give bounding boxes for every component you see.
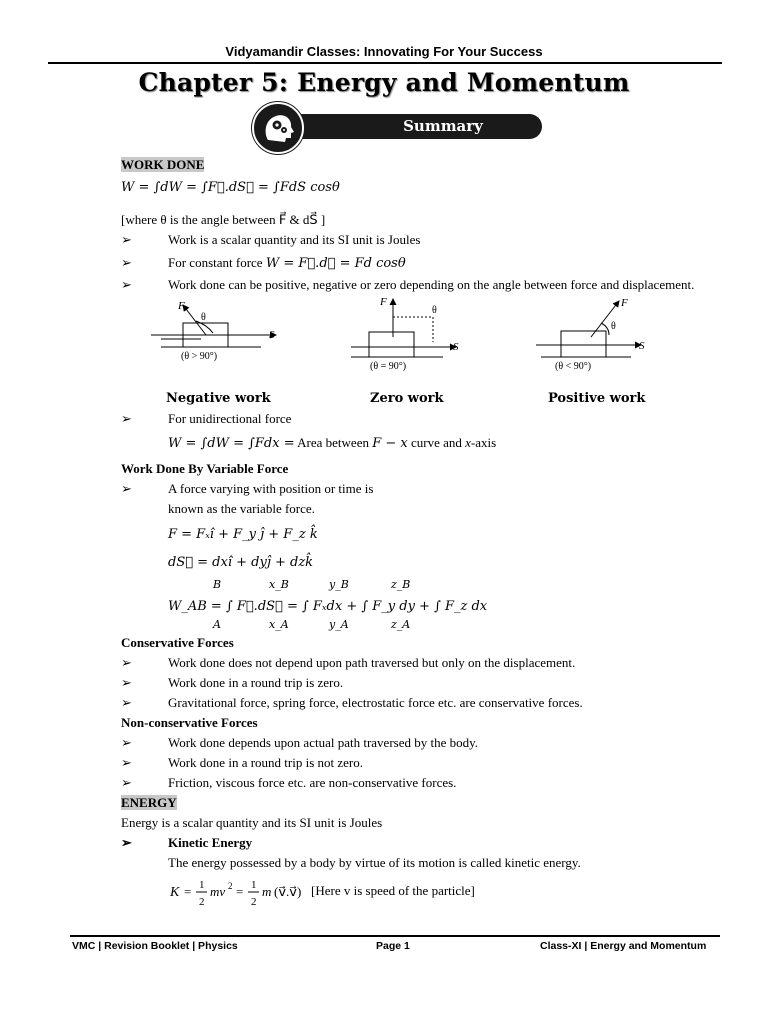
zero-work-caption: Zero work	[370, 391, 444, 406]
footer-left: VMC | Revision Booklet | Physics	[72, 940, 238, 952]
list-item: ➢ For unidirectional force	[121, 409, 701, 429]
list-item: ➢ Work done does not depend upon path traversed but only on the displacement.	[121, 653, 701, 673]
bullet-arrow-icon: ➢	[121, 675, 132, 690]
svg-text:(v⃗.v⃗): (v⃗.v⃗)	[274, 884, 302, 899]
force-label: F	[621, 297, 628, 309]
summary-badge: Summary	[294, 114, 542, 139]
force-label: F	[178, 300, 185, 312]
svg-text:2: 2	[199, 896, 205, 908]
angle-caption: (θ = 90°)	[370, 361, 407, 372]
svg-text:2: 2	[251, 896, 257, 908]
theta-label: θ	[201, 312, 206, 323]
kinetic-energy-definition: The energy possessed by a body by virtue of its motion is called kinetic energy.	[168, 855, 581, 870]
svg-text:1: 1	[199, 879, 205, 891]
svg-text:m: m	[262, 884, 272, 899]
page-header: Vidyamandir Classes: Innovating For Your Success	[225, 44, 543, 59]
list-item: ➢ Work is a scalar quantity and its SI unit is Joules	[121, 230, 701, 250]
work-done-heading: WORK DONE	[121, 157, 205, 172]
footer-right: Class-XI | Energy and Momentum	[540, 940, 707, 952]
constant-force-formula: W = F⃗.d⃗ = Fd cosθ	[265, 256, 406, 271]
footer-page-number: Page 1	[376, 940, 410, 952]
svg-text:1: 1	[251, 879, 257, 891]
svg-text:K: K	[170, 885, 180, 900]
variable-force-line2: known as the variable force.	[168, 501, 315, 516]
energy-heading: ENERGY	[121, 795, 177, 810]
negative-work-caption: Negative work	[166, 391, 271, 406]
negative-work-diagram	[151, 300, 276, 362]
svg-text:mv: mv	[210, 884, 226, 899]
unidirectional-formula-row: W = ∫dW = ∫Fdx = Area between F − x curve and x-axis	[168, 435, 497, 451]
bullet-arrow-icon: ➢	[121, 655, 132, 670]
displacement-label: S	[453, 341, 459, 353]
variable-force-heading: Work Done By Variable Force	[121, 461, 289, 476]
bullet-arrow-icon: ➢	[121, 411, 132, 426]
zero-work-diagram	[351, 297, 459, 372]
footer-divider	[70, 935, 720, 937]
force-vector-formula: F = Fₓî + F_y ĵ + F_z k̂	[168, 527, 318, 542]
bullet-arrow-icon: ➢	[121, 277, 132, 292]
list-item: ➢ Work done depends upon actual path traversed by the body.	[121, 733, 701, 753]
kinetic-energy-heading: Kinetic Energy	[168, 835, 253, 850]
bullet-arrow-icon: ➢	[121, 835, 132, 850]
list-item	[121, 833, 701, 853]
header-divider	[48, 62, 722, 64]
work-done-formula: W = ∫dW = ∫F⃗.dS⃗ = ∫FdS cosθ	[121, 180, 340, 195]
theta-label: θ	[432, 305, 437, 316]
variable-work-formula: W_AB = ∫ F⃗.dS⃗ = ∫ Fₓdx + ∫ F_y dy + ∫ F_z dx B A x_B x_A y_B y_A z_B z_A	[168, 578, 488, 631]
bullet-arrow-icon: ➢	[121, 755, 132, 770]
work-diagrams	[121, 297, 701, 389]
kinetic-energy-note: [Here v is speed of the particle]	[311, 883, 475, 898]
svg-text:=: =	[184, 884, 192, 899]
bullet-arrow-icon: ➢	[121, 695, 132, 710]
positive-work-caption: Positive work	[548, 391, 646, 406]
bullet-arrow-icon: ➢	[121, 735, 132, 750]
svg-text:=: =	[236, 884, 244, 899]
work-figures	[121, 297, 701, 407]
brain-gears-icon	[252, 102, 304, 154]
ke-formula-graphic	[168, 875, 318, 909]
chapter-title: Chapter 5: Energy and Momentum	[138, 68, 630, 97]
list-item: ➢ Work done in a round trip is not zero.	[121, 753, 701, 773]
list-item: ➢ A force varying with position or time is	[121, 479, 701, 499]
bullet-arrow-icon: ➢	[121, 775, 132, 790]
positive-work-diagram	[536, 297, 645, 372]
page-content	[121, 155, 701, 909]
kinetic-energy-formula	[121, 875, 701, 909]
conservative-heading: Conservative Forces	[121, 635, 234, 650]
angle-caption: (θ < 90°)	[555, 361, 592, 372]
displacement-label: S	[639, 340, 645, 352]
where-note: [where θ is the angle between F⃗ & dS⃗ ]	[121, 212, 326, 227]
non-conservative-heading: Non-conservative Forces	[121, 715, 258, 730]
displacement-vector-formula: dS⃗ = dxî + dyĵ + dzk̂	[168, 555, 314, 570]
theta-label: θ	[611, 321, 616, 332]
bullet-arrow-icon: ➢	[121, 232, 132, 247]
displacement-label: S	[269, 329, 275, 341]
bullet-arrow-icon: ➢	[121, 481, 132, 496]
angle-caption: (θ > 90°)	[181, 351, 218, 362]
force-label: F	[380, 297, 387, 308]
list-item: ➢ Work done in a round trip is zero.	[121, 673, 701, 693]
list-item: ➢ Friction, viscous force etc. are non-conservative forces.	[121, 773, 701, 793]
list-item: ➢ Gravitational force, spring force, electrostatic force etc. are conservative forces.	[121, 693, 701, 713]
svg-text:2: 2	[228, 881, 233, 891]
list-item: ➢ Work done can be positive, negative or zero depending on the angle between force and displacement.	[121, 277, 695, 292]
list-item: ➢ For constant force W = F⃗.d⃗ = Fd cosθ	[121, 255, 406, 271]
energy-intro: Energy is a scalar quantity and its SI unit is Joules	[121, 815, 383, 830]
bullet-arrow-icon: ➢	[121, 255, 132, 270]
